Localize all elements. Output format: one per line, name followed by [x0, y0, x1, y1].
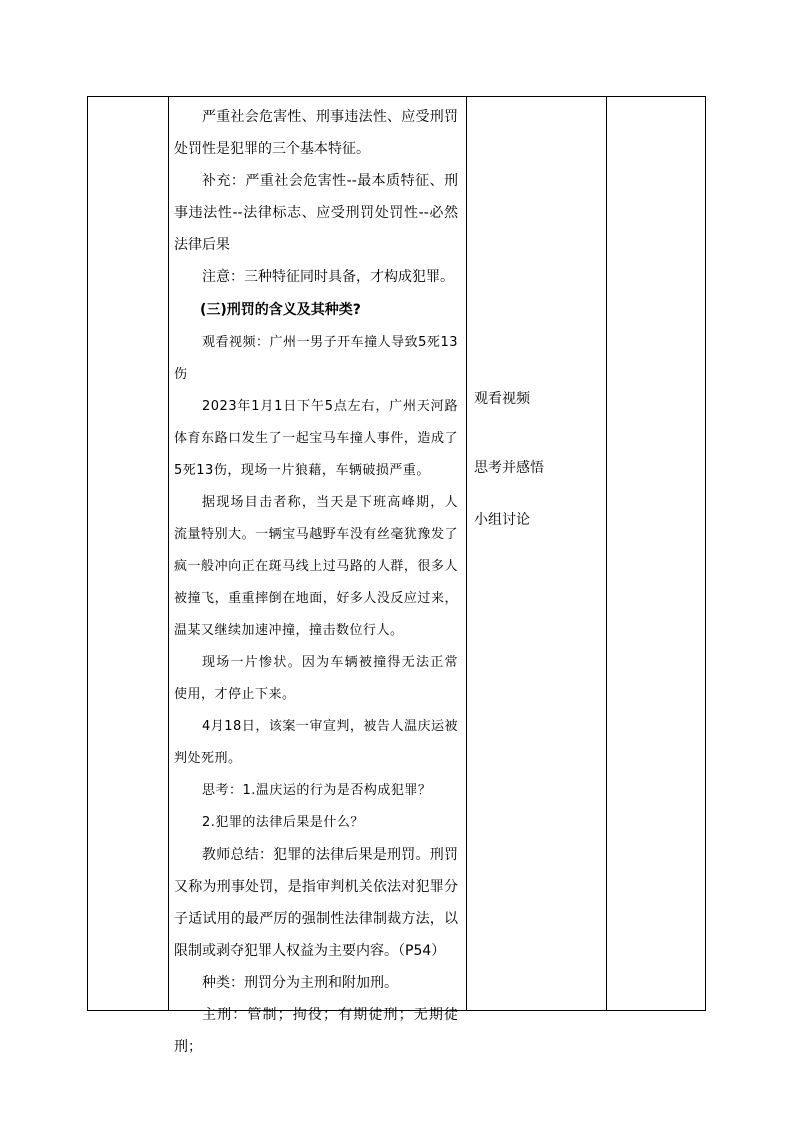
paragraph-features: 严重社会危害性、刑事违法性、应受刑罚处罚性是犯罪的三个基本特征。 [174, 109, 458, 157]
paragraph-question-2: 2.犯罪的法律后果是什么？ [202, 815, 364, 830]
paragraph-supplement: 补充：严重社会危害性--最本质特征、刑事违法性--法律标志、应受刑罚处罚性--必然法律后果 [174, 173, 458, 253]
paragraph-verdict: 4月18日，该案一审宣判，被告人温庆运被判处死刑。 [174, 719, 458, 766]
paragraph-note: 注意：三种特征同时具备，才构成犯罪。 [202, 269, 454, 285]
paragraph-summary: 教师总结：犯罪的法律后果是刑罚。刑罚又称为刑事处罚，是指审判机关依法对犯罪分子适试用的最严厉的强制性法律制裁方法，以限制或剥夺犯罪人权益为主要内容。（P54） [174, 847, 458, 959]
teaching-content-cell [168, 97, 466, 1063]
paragraph-witness: 据现场目击者称，当天是下班高峰期，人流量特别大。一辆宝马越野车没有丝毫犹豫发了疯一般冲向正在斑马线上过马路的人群，很多人被撞飞，重重摔倒在地面，好多人没反应过来，温某又继续加速冲撞，撞击数位行人。 [174, 495, 458, 638]
column-divider [466, 97, 467, 1010]
activity-group-discussion: 小组讨论 [474, 512, 530, 528]
paragraph-types: 种类：刑罚分为主刑和附加刑。 [202, 975, 398, 991]
paragraph-case: 2023年1月1日下午5点左右，广州天河路体育东路口发生了一起宝马车撞人事件，造成了5死13伤，现场一片狼藉，车辆破损严重。 [174, 399, 458, 478]
activity-watch-video: 观看视频 [474, 391, 530, 407]
activity-reflect: 思考并感悟 [474, 460, 544, 476]
paragraph-question-1: 思考：1.温庆运的行为是否构成犯罪？ [202, 783, 432, 798]
column-divider [606, 97, 607, 1010]
lesson-table [87, 96, 706, 1055]
paragraph-scene: 现场一片惨状。因为车辆被撞得无法正常使用，才停止下来。 [174, 655, 458, 702]
paragraph-principal-penalties: 主刑：管制；拘役；有期徒刑；无期徒刑； [174, 1007, 458, 1055]
paragraph-video: 观看视频：广州一男子开车撞人导致5死13伤 [174, 335, 458, 382]
section-heading: (三)刑罚的含义及其种类? [200, 302, 361, 318]
